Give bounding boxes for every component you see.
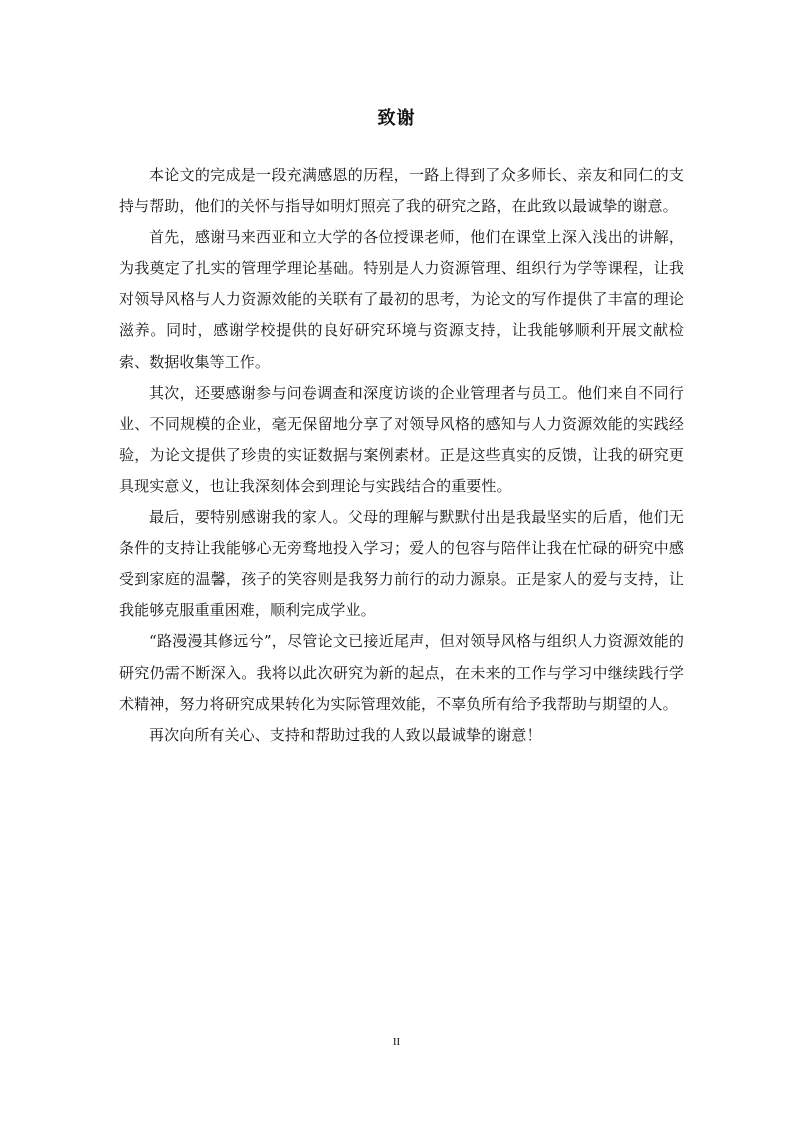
paragraph-future: “路漫漫其修远兮”，尽管论文已接近尾声，但对领导风格与组织人力资源效能的研究仍需不断深入。我将以此次研究为新的起点，在未来的工作与学习中继续践行学术精神，努力将研究成果转化为实际管理效能，不辜负所有给予我帮助与期望的人。 (119, 632, 684, 713)
document-body (119, 160, 684, 751)
paragraph-participants: 其次，还要感谢参与问卷调查和深度访谈的企业管理者与员工。他们来自不同行业、不同规模的企业，毫无保留地分享了对领导风格的感知与人力资源效能的实践经验，为论文提供了珍贵的实证数据与案例素材。正是这些真实的反馈，让我的研究更具现实意义，也让我深刻体会到理论与实践结合的重要性。 (119, 383, 684, 495)
paragraph-teachers: 首先，感谢马来西亚和立大学的各位授课老师，他们在课堂上深入浅出的讲解，为我奠定了扎实的管理学理论基础。特别是人力资源管理、组织行为学等课程，让我对领导风格与人力资源效能的关联有了最初的思考，为论文的写作提供了丰富的理论滋养。同时，感谢学校提供的良好研究环境与资源支持，让我能够顺利开展文献检索、数据收集等工作。 (119, 228, 684, 371)
page-number: II (392, 1036, 401, 1048)
paragraph-family: 最后，要特别感谢我的家人。父母的理解与默默付出是我最坚实的后盾，他们无条件的支持让我能够心无旁骛地投入学习；爱人的包容与陪伴让我在忙碌的研究中感受到家庭的温馨，孩子的笑容则是我努力前行的动力源泉。正是家人的爱与支持，让我能够克服重重困难，顺利完成学业。 (119, 508, 684, 620)
paragraph-intro: 本论文的完成是一段充满感恩的历程，一路上得到了众多师长、亲友和同仁的支持与帮助，他们的关怀与指导如明灯照亮了我的研究之路，在此致以最诚挚的谢意。 (119, 166, 684, 216)
paragraph-closing: 再次向所有关心、支持和帮助过我的人致以最诚挚的谢意！ (149, 725, 542, 744)
page-title: 致谢 (377, 108, 416, 129)
